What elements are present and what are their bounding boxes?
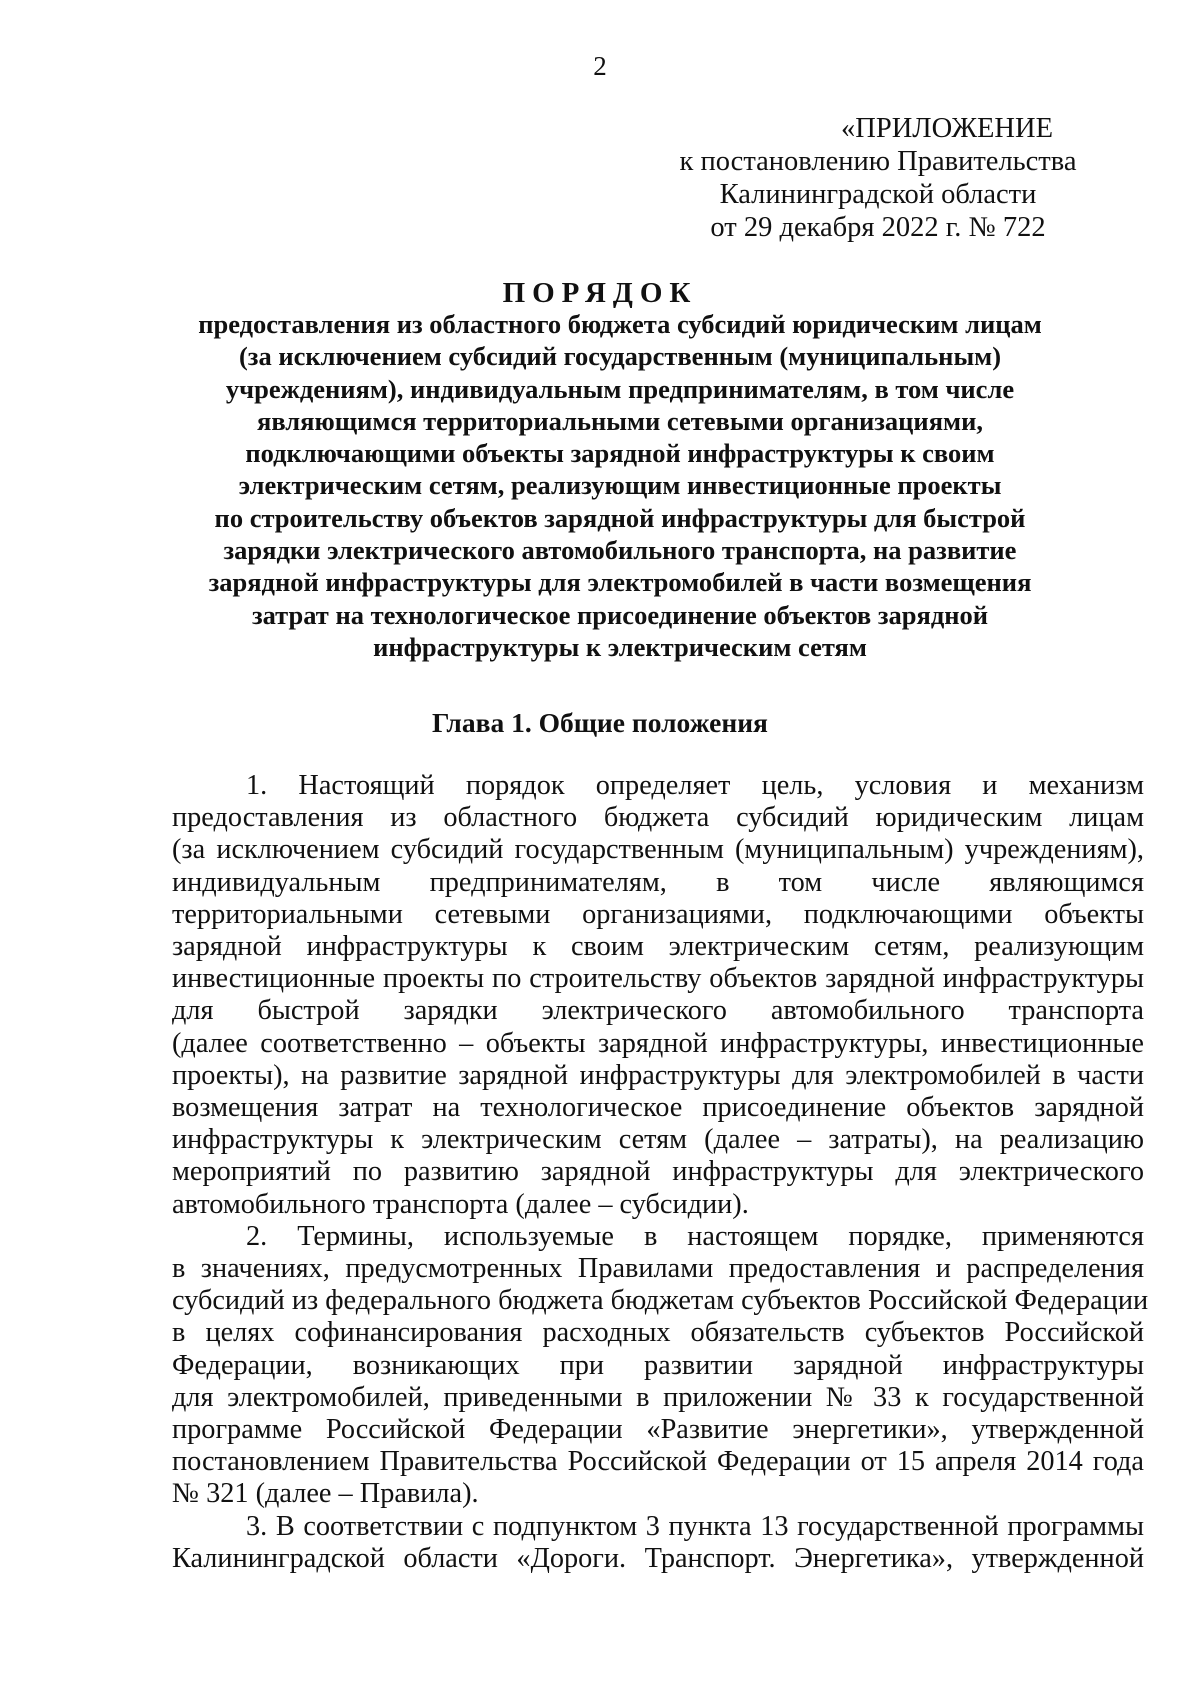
- text-line: в целях софинансирования расходных обязательств субъектов Российской: [172, 1317, 1144, 1349]
- subtitle-line: зарядной инфраструктуры для электромобилей в части возмещения: [208, 567, 1032, 598]
- appendix-line: к постановлению Правительства: [679, 146, 1077, 177]
- text-line: постановлением Правительства Российской Федерации от 15 апреля 2014 года: [172, 1446, 1144, 1478]
- text-line: Федерации, возникающих при развитии зарядной инфраструктуры: [172, 1349, 1144, 1381]
- subtitle-line: подключающими объекты зарядной инфраструктуры к своим: [245, 438, 995, 469]
- subtitle-line: (за исключением субсидий государственным (муниципальным): [238, 341, 1002, 372]
- text-line: предоставления из областного бюджета субсидий юридическим лицам: [172, 802, 1144, 834]
- text-line: проекты), на развитие зарядной инфраструктуры для электромобилей в части: [172, 1059, 1144, 1091]
- subtitle-line: электрическим сетям, реализующим инвестиционные проекты: [238, 470, 1002, 501]
- subtitle-line: зарядки электрического автомобильного транспорта, на развитие: [223, 535, 1017, 566]
- document-body: [172, 770, 1149, 1575]
- text-line: инфраструктуры к электрическим сетям (далее – затраты), на реализацию: [172, 1124, 1144, 1156]
- appendix-line: «ПРИЛОЖЕНИЕ: [841, 113, 1053, 144]
- text-line: (за исключением субсидий государственным (муниципальным) учреждениям),: [172, 834, 1144, 866]
- subtitle-line: учреждениям), индивидуальным предпринимателям, в том числе: [225, 373, 1015, 404]
- text-line: 2. Термины, используемые в настоящем порядке, применяются: [246, 1220, 1144, 1252]
- text-line: 3. В соответствии с подпунктом 3 пункта 13 государственной программы: [246, 1510, 1144, 1542]
- appendix-line: от 29 декабря 2022 г. № 722: [710, 212, 1046, 243]
- subtitle-line: по строительству объектов зарядной инфраструктуры для быстрой: [214, 502, 1026, 533]
- page-number: 2: [593, 51, 607, 81]
- text-line: в значениях, предусмотренных Правилами предоставления и распределения: [172, 1253, 1144, 1285]
- text-line: 1. Настоящий порядок определяет цель, условия и механизм: [246, 770, 1144, 801]
- paragraph-2: [172, 1220, 1149, 1511]
- text-line: возмещения затрат на технологическое присоединение объектов зарядной: [172, 1092, 1144, 1124]
- text-line: автомобильного транспорта (далее – субсидии).: [172, 1188, 749, 1220]
- subtitle-line: предоставления из областного бюджета субсидий юридическим лицам: [198, 309, 1042, 339]
- text-line: территориальными сетевыми организациями, подключающими объекты: [172, 898, 1144, 930]
- text-line: № 321 (далее – Правила).: [172, 1478, 479, 1510]
- document-title: ПОРЯДОК: [502, 277, 698, 309]
- paragraph-3: [172, 1511, 1144, 1575]
- text-line: для электромобилей, приведенными в приложении № 33 к государственной: [172, 1381, 1144, 1413]
- text-line: (далее соответственно – объекты зарядной инфраструктуры, инвестиционные: [172, 1027, 1144, 1059]
- text-line: программе Российской Федерации «Развитие энергетики», утвержденной: [172, 1414, 1144, 1446]
- text-line: Калининградской области «Дороги. Транспорт. Энергетика», утвержденной: [172, 1542, 1144, 1574]
- subtitle-line: являющимся территориальными сетевыми организациями,: [257, 405, 983, 436]
- text-line: субсидий из федерального бюджета бюджетам субъектов Российской Федерации: [172, 1285, 1149, 1317]
- subtitle-line: затрат на технологическое присоединение объектов зарядной: [251, 599, 989, 630]
- document-subtitle: [150, 308, 1090, 663]
- appendix-header: [648, 112, 1108, 244]
- text-line: для быстрой зарядки электрического автомобильного транспорта: [172, 995, 1144, 1027]
- subtitle-line: инфраструктуры к электрическим сетям: [373, 631, 867, 662]
- text-line: индивидуальным предпринимателям, в том числе являющимся: [172, 866, 1144, 898]
- text-line: инвестиционные проекты по строительству объектов зарядной инфраструктуры: [172, 963, 1144, 995]
- text-line: мероприятий по развитию зарядной инфраструктуры для электрического: [172, 1156, 1144, 1188]
- appendix-line: Калининградской области: [719, 179, 1037, 210]
- chapter-heading: Глава 1. Общие положения: [432, 707, 768, 738]
- paragraph-1: [172, 770, 1144, 1221]
- text-line: зарядной инфраструктуры к своим электрическим сетям, реализующим: [172, 931, 1144, 963]
